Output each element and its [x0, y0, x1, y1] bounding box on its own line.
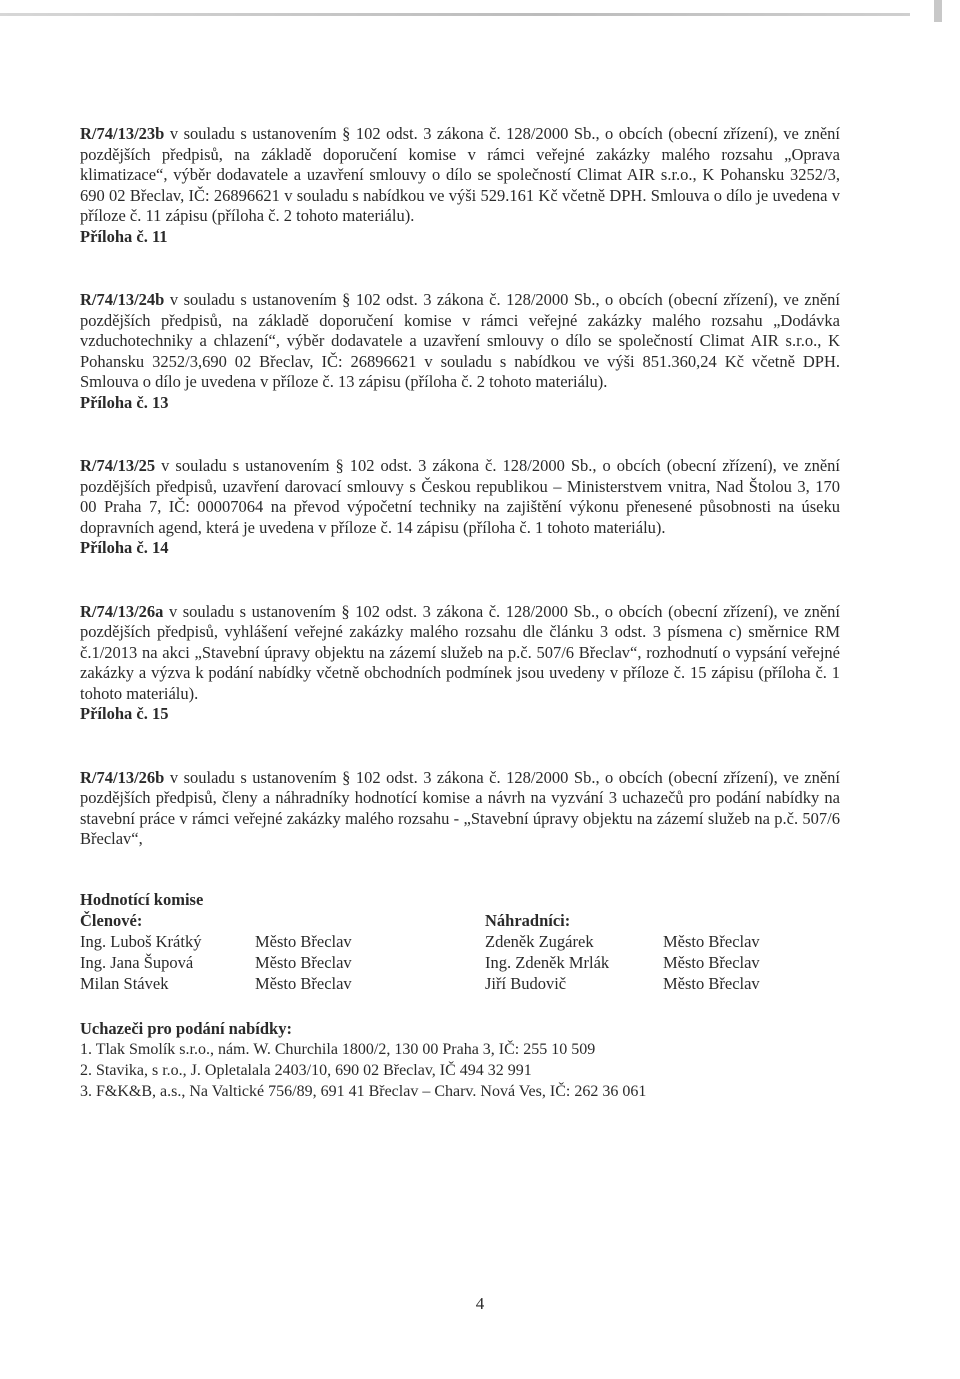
attachment-label: Příloha č. 15 — [80, 704, 169, 723]
resolution-ref: R/74/13/25 — [80, 456, 156, 475]
resolution-ref: R/74/13/26b — [80, 767, 165, 787]
candidate-item: 1. Tlak Smolík s.r.o., nám. W. Churchila 1800/2, 130 00 Praha 3, IČ: 255 10 509 — [80, 1040, 596, 1058]
candidates-heading: Uchazeči pro podání nabídky: — [80, 1018, 292, 1038]
scan-corner-mark — [934, 0, 942, 22]
candidates-section — [80, 1018, 840, 1102]
attachment-label: Příloha č. 13 — [80, 392, 169, 412]
resolution-ref: R/74/13/26a — [80, 601, 164, 621]
committee-member-row — [80, 973, 485, 994]
member-name: Ing. Luboš Krátký — [80, 931, 202, 951]
candidate-item: 2. Stavika, s r.o., J. Opletalala 2403/10, 690 02 Břeclav, IČ 494 32 991 — [80, 1061, 532, 1079]
substitute-name: Ing. Zdeněk Mrlák — [485, 952, 610, 972]
resolution-text: v souladu s ustanovením § 102 odst. 3 zákona č. 128/2000 Sb., o obcích (obecní zřízení), ve znění pozdějších předpisů, vyhlášení veřejné zakázky malého rozsahu dle článku 3 odst. 3 písmena c) směrnice RM č.1/2013 na akci „Stavební úpravy objektu na zázemí služeb na p.č. 507/6 Břeclav“, rozhodnutí o vypsání veřejné zakázky a výzva k podání nabídky včetně obchodních podmínek jsou uvedeny v příloze č. 15 zápisu (příloha č. 1 tohoto materiálu). — [80, 601, 840, 703]
resolution-ref: R/74/13/24b — [80, 290, 165, 309]
member-name: Ing. Jana Šupová — [80, 952, 194, 972]
member-name: Milan Stávek — [80, 973, 169, 993]
resolution-text: v souladu s ustanovením § 102 odst. 3 zákona č. 128/2000 Sb., o obcích (obecní zřízení), ve znění pozdějších předpisů, uzavření darovací smlouvy s Českou republikou – Ministerstvem vnitra, Nad Štolou 3, 170 00 Praha 7, IČ: 00007064 na převod výpočetní techniky na zajištění výkonu přenesené působnosti na úseku dopravních agend, která je uvedena v příloze č. 14 zápisu (příloha č. 1 tohoto materiálu). — [80, 456, 840, 537]
members-label: Členové: — [80, 910, 143, 930]
member-city: Město Břeclav — [255, 952, 352, 972]
committee-member-row — [80, 931, 485, 952]
resolution-text: v souladu s ustanovením § 102 odst. 3 zákona č. 128/2000 Sb., o obcích (obecní zřízení), ve znění pozdějších předpisů, na základě doporučení komise v rámci veřejné zakázky malého rozsahu „Dodávka vzduchotechniky a chlazení“, výběr dodavatele a uzavření smlouvy o dílo se společností Climat AIR s.r.o., K Pohansku 3252/3,690 02 Břeclav, IČ: 26896621 v souladu s nabídkou ve výši 851.360,24 Kč včetně DPH. Smlouva o dílo je uvedena v příloze č. 13 zápisu (příloha č. 2 tohoto materiálu). — [80, 290, 840, 391]
resolution-paragraph — [80, 290, 840, 393]
substitute-name: Zdeněk Zugárek — [485, 931, 594, 951]
member-city: Město Břeclav — [255, 973, 352, 993]
resolution-text: v souladu s ustanovením § 102 odst. 3 zákona č. 128/2000 Sb., o obcích (obecní zřízení), ve znění pozdějších předpisů, členy a náhradníky hodnotící komise a návrh na vyzvání 3 uchazečů pro podání nabídky na stavební práce v rámci veřejné zakázky malého rozsahu - „Stavební úpravy objektu na zázemí služeb na p.č. 507/6 Břeclav“, — [80, 767, 840, 848]
committee-heading: Hodnotící komise — [80, 889, 204, 909]
member-city: Město Břeclav — [255, 931, 352, 951]
page-number: 4 — [475, 1294, 485, 1313]
resolution-paragraph — [80, 456, 840, 538]
committee-member-row — [80, 952, 485, 973]
resolution-paragraph — [80, 124, 840, 227]
attachment-label: Příloha č. 11 — [80, 226, 168, 246]
substitute-city: Město Břeclav — [663, 973, 760, 993]
document-body — [80, 124, 840, 1102]
committee-substitute-row — [485, 973, 760, 994]
substitutes-label: Náhradníci: — [485, 910, 571, 930]
committee-substitutes — [485, 910, 760, 994]
resolution-paragraph — [80, 768, 840, 850]
resolution-ref: R/74/13/23b — [80, 124, 165, 143]
resolution-paragraph — [80, 602, 840, 705]
substitute-name: Jiří Budovič — [485, 973, 567, 993]
substitute-city: Město Břeclav — [663, 931, 760, 951]
resolution-text: v souladu s ustanovením § 102 odst. 3 zákona č. 128/2000 Sb., o obcích (obecní zřízení), ve znění pozdějších předpisů, na základě doporučení komise v rámci veřejné zakázky malého rozsahu „Oprava klimatizace“, výběr dodavatele a uzavření smlouvy o dílo se společností Climat AIR s.r.o., K Pohansku 3252/3, 690 02 Břeclav, IČ: 26896621 v souladu s nabídkou ve výši 529.161 Kč včetně DPH. Smlouva o dílo je uvedena v příloze č. 11 zápisu (příloha č. 2 tohoto materiálu). — [80, 124, 840, 225]
attachment-label: Příloha č. 14 — [80, 538, 169, 557]
committee-table — [80, 910, 840, 994]
committee-substitute-row — [485, 952, 760, 973]
committee-members — [80, 910, 485, 994]
candidate-item: 3. F&K&B, a.s., Na Valtické 756/89, 691 41 Břeclav – Charv. Nová Ves, IČ: 262 36 061 — [80, 1082, 647, 1100]
substitute-city: Město Břeclav — [663, 952, 760, 972]
committee-substitute-row — [485, 931, 760, 952]
scan-edge-line — [0, 13, 910, 16]
